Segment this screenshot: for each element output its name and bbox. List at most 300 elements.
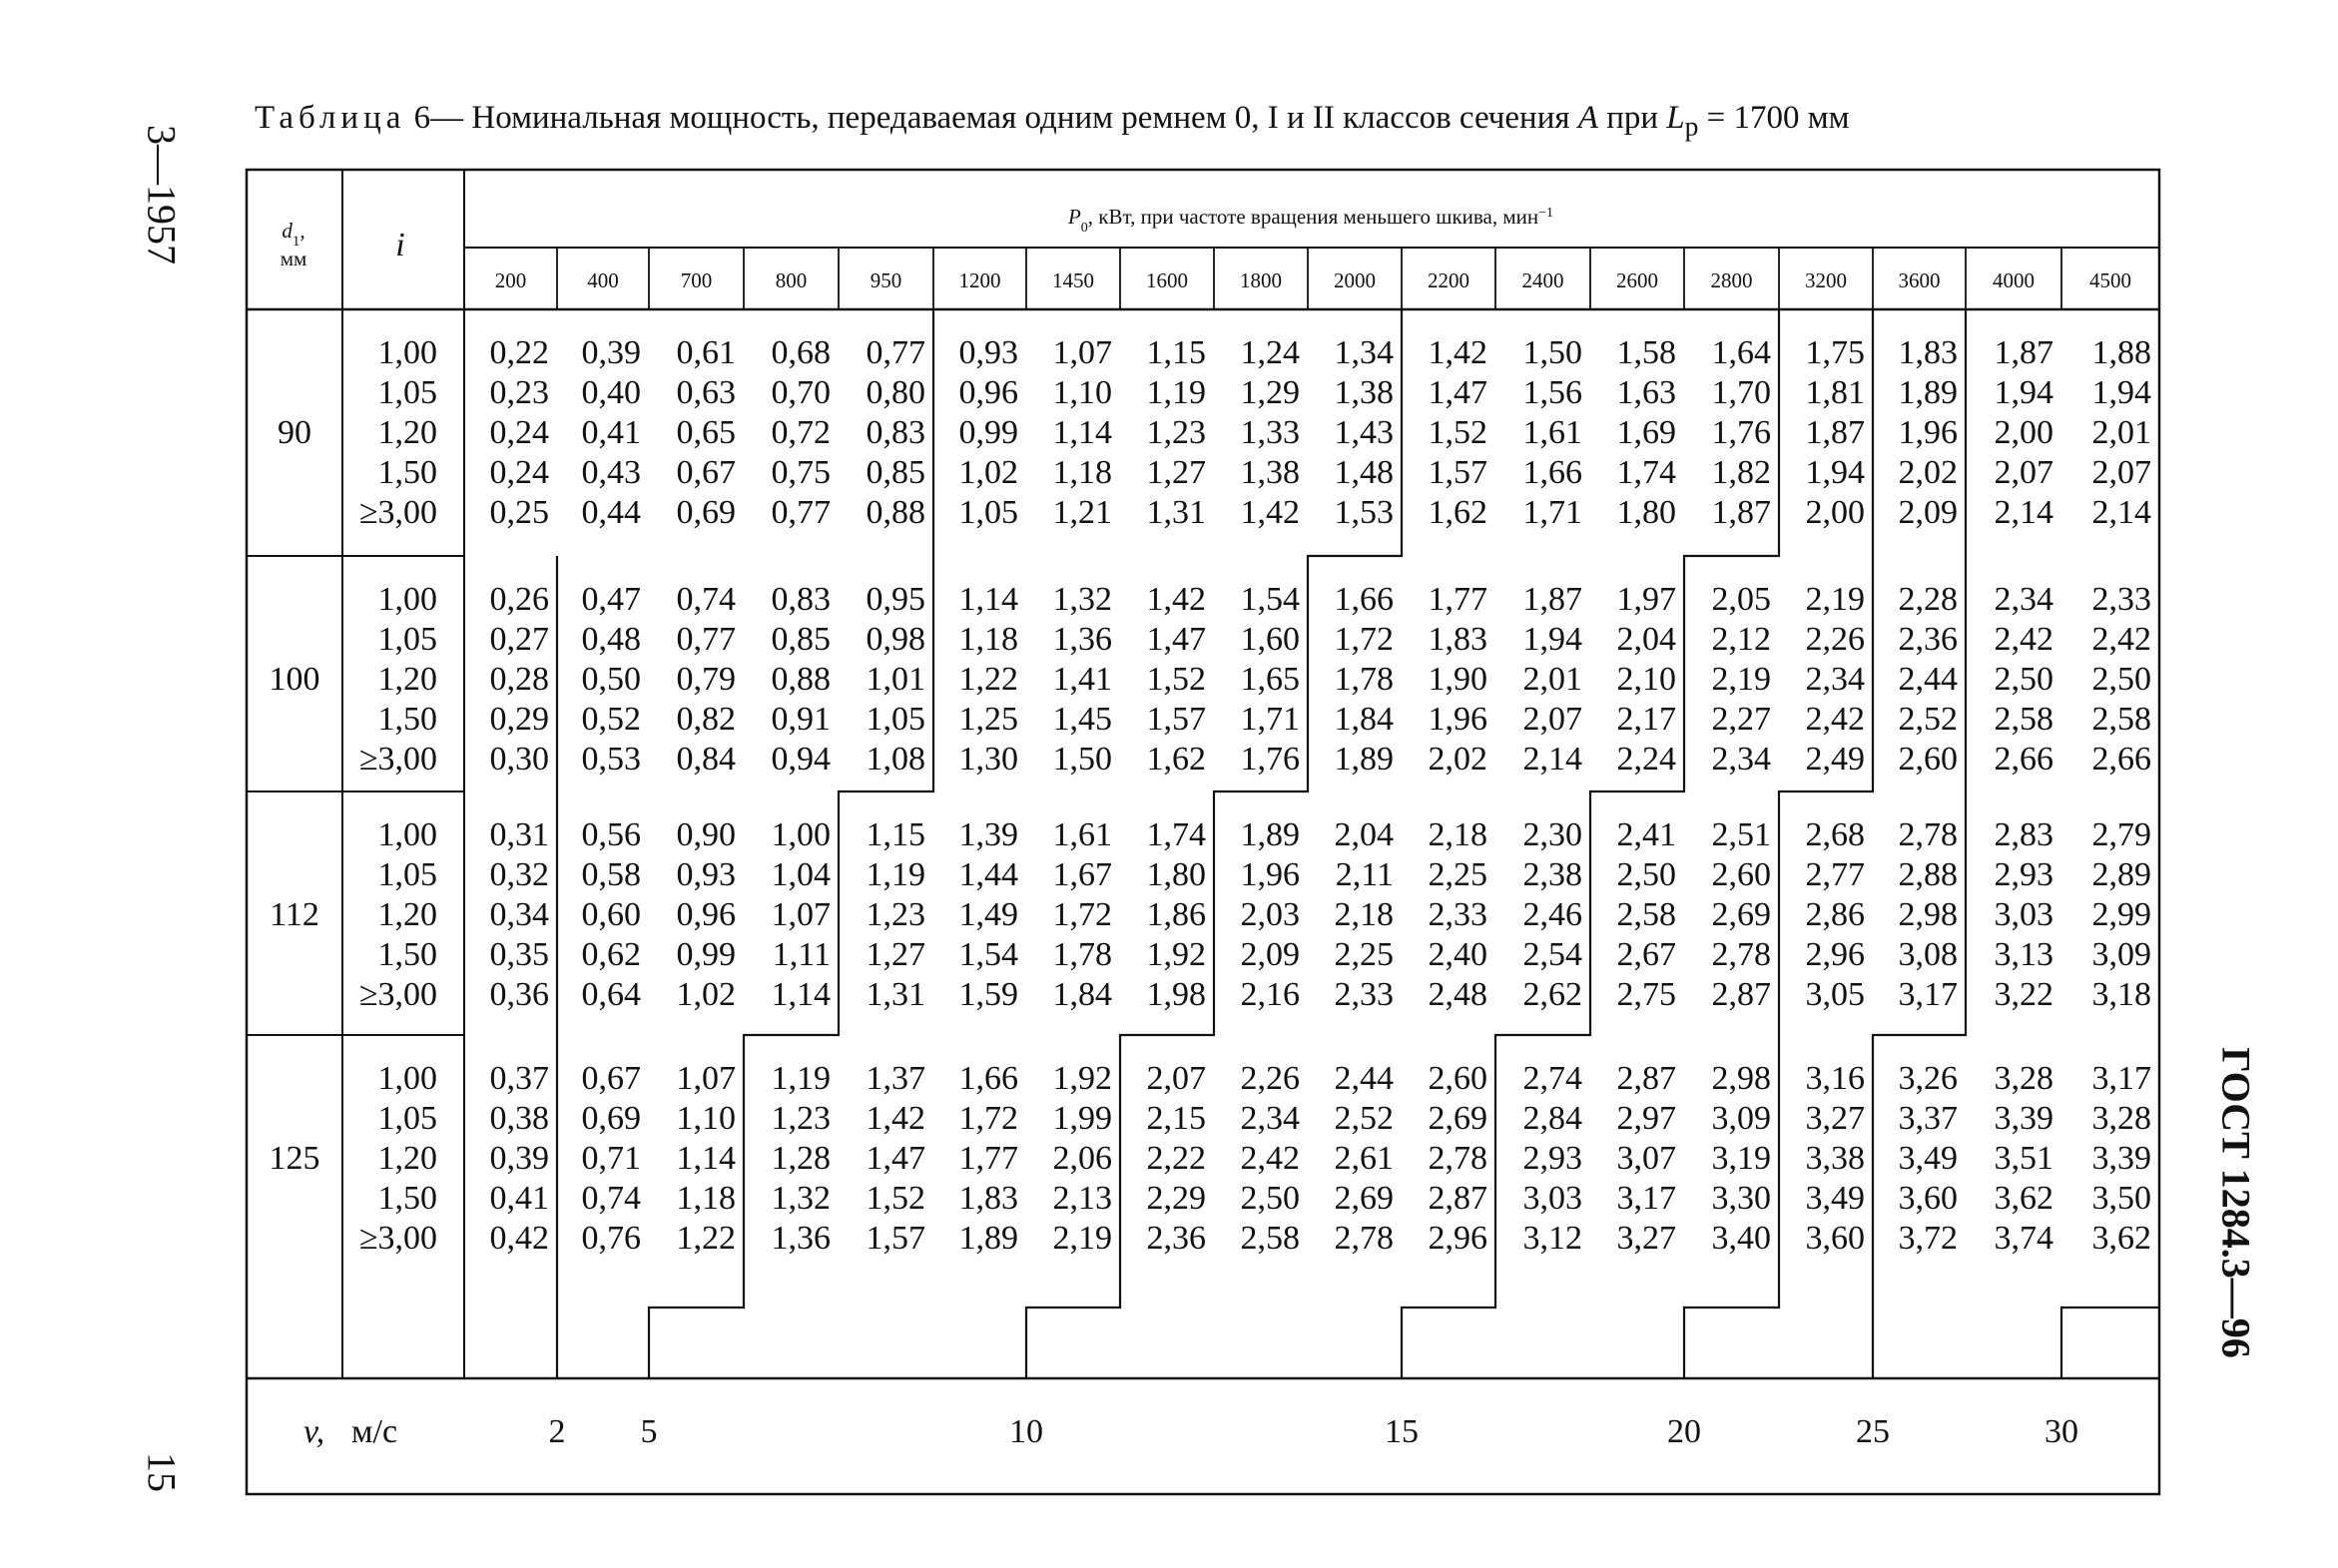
speed-header: 1450	[1052, 268, 1094, 292]
table-cell: 2,58	[1240, 1220, 1300, 1257]
table-cell: 1,38	[1240, 454, 1300, 491]
table-cell: 3,50	[2091, 1180, 2151, 1217]
table-cell: 1,57	[866, 1220, 925, 1257]
table-cell: 1,33	[1240, 414, 1300, 451]
ratio-value: 1,00	[377, 816, 437, 853]
table-cell: 0,83	[771, 581, 831, 618]
table-cell: 1,37	[866, 1060, 925, 1097]
table-cell: 1,74	[1616, 454, 1676, 491]
table-cell: 0,36	[489, 976, 549, 1013]
table-cell: 3,72	[1898, 1220, 1958, 1257]
table-cell: 1,42	[866, 1100, 925, 1137]
table-cell: 1,63	[1616, 374, 1676, 411]
table-cell: 2,18	[1428, 816, 1487, 853]
table-cell: 1,42	[1428, 334, 1487, 371]
table-cell: 2,87	[1428, 1180, 1487, 1217]
table-cell: 1,61	[1052, 816, 1112, 853]
ratio-value: 1,00	[377, 1060, 437, 1097]
table-cell: 2,41	[1616, 816, 1676, 853]
table-cell: 3,12	[1522, 1220, 1582, 1257]
table-cell: 3,17	[1616, 1180, 1676, 1217]
table-cell: 0,67	[581, 1060, 641, 1097]
table-cell: 1,66	[958, 1060, 1018, 1097]
table-cell: 2,78	[1898, 816, 1958, 853]
table-cell: 0,82	[676, 701, 736, 738]
table-cell: 2,26	[1240, 1060, 1300, 1097]
speed-header: 400	[587, 268, 619, 292]
table-cell: 1,50	[1522, 334, 1582, 371]
table-cell: 2,36	[1146, 1220, 1206, 1257]
table-cell: 1,52	[1146, 661, 1206, 698]
table-cell: 2,42	[2091, 621, 2151, 658]
table-cell: 0,85	[771, 621, 831, 658]
table-cell: 2,60	[1711, 856, 1771, 893]
table-cell: 1,66	[1334, 581, 1394, 618]
table-cell: 3,30	[1711, 1180, 1771, 1217]
table-cell: 1,92	[1146, 936, 1206, 973]
table-cell: 2,69	[1334, 1180, 1394, 1217]
velocity-tick: 5	[640, 1413, 658, 1450]
table-cell: 3,40	[1711, 1220, 1771, 1257]
table-cell: 2,74	[1522, 1060, 1582, 1097]
table-cell: 2,98	[1711, 1060, 1771, 1097]
table-cell: 0,37	[489, 1060, 549, 1097]
table-cell: 0,64	[581, 976, 641, 1013]
table-cell: 0,99	[676, 936, 736, 973]
table-cell: 1,78	[1334, 661, 1394, 698]
table-cell: 0,72	[771, 414, 831, 451]
table-cell: 3,22	[1994, 976, 2053, 1013]
table-cell: 1,18	[958, 621, 1018, 658]
table-cell: 3,39	[2091, 1140, 2151, 1177]
table-cell: 2,86	[1805, 896, 1865, 933]
table-cell: 1,87	[1711, 494, 1771, 531]
table-cell: 0,29	[489, 701, 549, 738]
table-cell: 1,49	[958, 896, 1018, 933]
table-cell: 0,32	[489, 856, 549, 893]
group-d112	[270, 816, 2151, 1013]
header-d1-unit: мм	[280, 247, 307, 270]
table-cell: 1,39	[958, 816, 1018, 853]
table-cell: 1,28	[771, 1140, 831, 1177]
table-cell: 1,52	[1428, 414, 1487, 451]
velocity-tick: 25	[1856, 1413, 1890, 1450]
table-cell: 0,69	[676, 494, 736, 531]
ratio-value: 1,00	[377, 334, 437, 371]
table-cell: 2,01	[1522, 661, 1582, 698]
table-cell: 1,90	[1428, 661, 1487, 698]
table-cell: 1,83	[1428, 621, 1487, 658]
ratio-value: 1,20	[377, 414, 437, 451]
table-cell: 2,88	[1898, 856, 1958, 893]
table-cell: 2,97	[1616, 1100, 1676, 1137]
table-cell: 1,44	[958, 856, 1018, 893]
table-cell: 0,23	[489, 374, 549, 411]
table-cell: 1,94	[1994, 374, 2053, 411]
header-power-subscript: 0	[1080, 220, 1088, 236]
table-cell: 2,48	[1428, 976, 1487, 1013]
table-cell: 1,23	[1146, 414, 1206, 451]
caption-mid: при	[1606, 100, 1659, 136]
ratio-value: 1,20	[377, 896, 437, 933]
table-cell: 3,28	[1994, 1060, 2053, 1097]
table-cell: 1,50	[1052, 741, 1112, 778]
table-cell: 1,67	[1052, 856, 1112, 893]
table-cell: 2,93	[1994, 856, 2053, 893]
table-cell: 1,88	[2091, 334, 2151, 371]
table-cell: 0,83	[866, 414, 925, 451]
table-cell: 1,72	[1052, 896, 1112, 933]
table-cell: 1,61	[1522, 414, 1582, 451]
table-cell: 2,33	[1334, 976, 1394, 1013]
table-cell: 2,78	[1428, 1140, 1487, 1177]
table-cell: 0,52	[581, 701, 641, 738]
table-cell: 0,68	[771, 334, 831, 371]
speed-header: 2800	[1710, 268, 1753, 292]
table-cell: 2,34	[1805, 661, 1865, 698]
velocity-tick: 15	[1385, 1413, 1419, 1450]
table-cell: 3,03	[1994, 896, 2053, 933]
table-cell: 0,84	[676, 741, 736, 778]
ratio-value: 1,20	[377, 1140, 437, 1177]
table-cell: 2,19	[1052, 1220, 1112, 1257]
table-cell: 3,09	[1711, 1100, 1771, 1137]
table-cell: 2,14	[2091, 494, 2151, 531]
ratio-value: ≥3,00	[358, 494, 437, 531]
table-cell: 1,53	[1334, 494, 1394, 531]
table-cell: 2,07	[1994, 454, 2053, 491]
table-cell: 2,30	[1522, 816, 1582, 853]
table-cell: 3,49	[1898, 1140, 1958, 1177]
ratio-value: 1,05	[377, 621, 437, 658]
table-cell: 1,64	[1711, 334, 1771, 371]
table-cell: 3,07	[1616, 1140, 1676, 1177]
table-cell: 2,27	[1711, 701, 1771, 738]
table-cell: 1,52	[866, 1180, 925, 1217]
table-cell: 1,24	[1240, 334, 1300, 371]
table-cell: 1,48	[1334, 454, 1394, 491]
table-cell: 3,60	[1805, 1220, 1865, 1257]
header-d1-sep: ,	[299, 219, 305, 243]
velocity-tick: 20	[1667, 1413, 1701, 1450]
table-cell: 2,83	[1994, 816, 2053, 853]
table-cell: 2,93	[1522, 1140, 1582, 1177]
table-cell: 1,10	[676, 1100, 736, 1137]
table-cell: 2,16	[1240, 976, 1300, 1013]
ratio-value: ≥3,00	[358, 1220, 437, 1257]
table-cell: 2,00	[1994, 414, 2053, 451]
table-cell: 1,47	[1428, 374, 1487, 411]
table-cell: 0,47	[581, 581, 641, 618]
table-cell: 1,54	[1240, 581, 1300, 618]
table-cell: 1,97	[1616, 581, 1676, 618]
speed-header: 200	[494, 268, 527, 292]
table-cell: 0,24	[489, 454, 549, 491]
table-cell: 3,03	[1522, 1180, 1582, 1217]
table-cell: 0,98	[866, 621, 925, 658]
table-cell: 1,41	[1052, 661, 1112, 698]
speed-header: 2600	[1616, 268, 1658, 292]
table-cell: 2,13	[1052, 1180, 1112, 1217]
table-cell: 2,96	[1805, 936, 1865, 973]
table-cell: 3,60	[1898, 1180, 1958, 1217]
page-number: 15	[139, 1452, 185, 1492]
table-cell: 1,30	[958, 741, 1018, 778]
speed-header: 3200	[1805, 268, 1847, 292]
table-cell: 1,81	[1805, 374, 1865, 411]
table-cell: 1,78	[1052, 936, 1112, 973]
table-cell: 0,91	[771, 701, 831, 738]
table-cell: 3,05	[1805, 976, 1865, 1013]
table-cell: 1,60	[1240, 621, 1300, 658]
table-cell: 3,74	[1994, 1220, 2053, 1257]
caption-number: 6	[413, 100, 431, 136]
table-cell: 3,16	[1805, 1060, 1865, 1097]
table-cell: 0,41	[489, 1180, 549, 1217]
table-cell: 2,33	[1428, 896, 1487, 933]
table-cell: 2,12	[1711, 621, 1771, 658]
table-cell: 1,43	[1334, 414, 1394, 451]
speed-header: 4000	[1993, 268, 2035, 292]
group-diameter: 125	[269, 1140, 320, 1177]
table-cell: 0,28	[489, 661, 549, 698]
table-cell: 1,14	[676, 1140, 736, 1177]
table-cell: 1,71	[1240, 701, 1300, 738]
table-cell: 1,80	[1616, 494, 1676, 531]
table-cell: 1,19	[1146, 374, 1206, 411]
table-cell: 2,34	[1994, 581, 2053, 618]
table-cell: 2,19	[1805, 581, 1865, 618]
table-cell: 1,94	[1805, 454, 1865, 491]
table-cell: 0,93	[958, 334, 1018, 371]
table-cell: 0,63	[676, 374, 736, 411]
table-cell: 2,67	[1616, 936, 1676, 973]
speed-header: 3600	[1898, 268, 1941, 292]
table-cell: 0,95	[866, 581, 925, 618]
table-cell: 1,62	[1428, 494, 1487, 531]
table-cell: 1,08	[866, 741, 925, 778]
table-cell: 2,78	[1711, 936, 1771, 973]
table-cell: 0,65	[676, 414, 736, 451]
caption-text: — Номинальная мощность, передаваемая одним ремнем 0, I и II классов сечения	[430, 100, 1570, 136]
table-cell: 2,24	[1616, 741, 1676, 778]
table-cell: 3,09	[2091, 936, 2151, 973]
table-cell: 2,58	[1994, 701, 2053, 738]
table-cell: 1,87	[1805, 414, 1865, 451]
table-cell: 2,62	[1522, 976, 1582, 1013]
table-cell: 1,23	[866, 896, 925, 933]
table-cell: 0,44	[581, 494, 641, 531]
table-cell: 1,75	[1805, 334, 1865, 371]
table-cell: 1,70	[1711, 374, 1771, 411]
table-cell: 1,89	[958, 1220, 1018, 1257]
table-cell: 2,58	[2091, 701, 2151, 738]
table-cell: 1,32	[771, 1180, 831, 1217]
velocity-tick: 2	[548, 1413, 566, 1450]
table-cell: 2,77	[1805, 856, 1865, 893]
table-cell: 0,69	[581, 1100, 641, 1137]
table-cell: 1,36	[1052, 621, 1112, 658]
table-cell: 2,44	[1898, 661, 1958, 698]
table-cell: 0,77	[771, 494, 831, 531]
table-cell: 1,07	[676, 1060, 736, 1097]
table-cell: 2,25	[1334, 936, 1394, 973]
table-cell: 2,07	[1522, 701, 1582, 738]
table-cell: 0,85	[866, 454, 925, 491]
table-cell: 2,19	[1711, 661, 1771, 698]
table-cell: 1,36	[771, 1220, 831, 1257]
table-cell: 2,40	[1428, 936, 1487, 973]
table-cell: 2,07	[1146, 1060, 1206, 1097]
table-cell: 1,92	[1052, 1060, 1112, 1097]
table-cell: 1,14	[1052, 414, 1112, 451]
table-cell: 0,56	[581, 816, 641, 853]
table-cell: 0,39	[489, 1140, 549, 1177]
velocity-label: v,	[303, 1413, 325, 1450]
table-cell: 0,77	[866, 334, 925, 371]
table-cell: 3,62	[2091, 1220, 2151, 1257]
table-cell: 1,21	[1052, 494, 1112, 531]
table-cell: 2,98	[1898, 896, 1958, 933]
header-d1	[282, 219, 304, 250]
table-cell: 1,87	[1994, 334, 2053, 371]
ratio-value: 1,50	[377, 454, 437, 491]
group-diameter: 90	[278, 414, 311, 451]
table-cell: 2,87	[1711, 976, 1771, 1013]
table-cell: 2,42	[1805, 701, 1865, 738]
table-cell: 2,66	[2091, 741, 2151, 778]
table-cell: 2,36	[1898, 621, 1958, 658]
table-cell: 2,66	[1994, 741, 2053, 778]
table-cell: 1,45	[1052, 701, 1112, 738]
table-cell: 3,51	[1994, 1140, 2053, 1177]
table-cell: 0,53	[581, 741, 641, 778]
standard-code: ГОСТ 1284.3—96	[2213, 1047, 2259, 1358]
table-cell: 2,14	[1522, 741, 1582, 778]
table-cell: 1,07	[771, 896, 831, 933]
table-cell: 2,44	[1334, 1060, 1394, 1097]
table-cell: 2,29	[1146, 1180, 1206, 1217]
table-cell: 1,54	[958, 936, 1018, 973]
header-d1-symbol: d	[282, 219, 292, 243]
table-cell: 2,60	[1428, 1060, 1487, 1097]
table-cell: 0,74	[676, 581, 736, 618]
table-cell: 2,25	[1428, 856, 1487, 893]
table-cell: 3,26	[1898, 1060, 1958, 1097]
caption-label: Таблица	[255, 100, 406, 136]
table-cell: 2,26	[1805, 621, 1865, 658]
table-cell: 2,46	[1522, 896, 1582, 933]
table-cell: 1,02	[676, 976, 736, 1013]
table-cell: 0,96	[958, 374, 1018, 411]
table-cell: 1,89	[1898, 374, 1958, 411]
table-cell: 0,61	[676, 334, 736, 371]
speed-header: 800	[775, 268, 808, 292]
table-cell: 1,47	[866, 1140, 925, 1177]
table-cell: 2,01	[2091, 414, 2151, 451]
header-power-text: , кВт, при частоте вращения меньшего шкива, мин	[1087, 205, 1539, 229]
table-cell: 2,61	[1334, 1140, 1394, 1177]
table-cell: 1,58	[1616, 334, 1676, 371]
ratio-value: 1,00	[377, 581, 437, 618]
table-cell: 2,50	[1616, 856, 1676, 893]
table-cell: 0,42	[489, 1220, 549, 1257]
table-cell: 2,05	[1711, 581, 1771, 618]
table-cell: 0,22	[489, 334, 549, 371]
table-cell: 3,27	[1805, 1100, 1865, 1137]
group-diameter: 100	[269, 661, 320, 698]
table-cell: 2,42	[1994, 621, 2053, 658]
table-cell: 1,23	[771, 1100, 831, 1137]
table-cell: 2,33	[2091, 581, 2151, 618]
table-cell: 1,77	[1428, 581, 1487, 618]
caption-length-value: = 1700 мм	[1706, 100, 1850, 136]
table-cell: 0,26	[489, 581, 549, 618]
table-cell: 2,14	[1994, 494, 2053, 531]
table-cell: 0,77	[676, 621, 736, 658]
table-cell: 1,72	[1334, 621, 1394, 658]
table-cell: 1,66	[1522, 454, 1582, 491]
table-cell: 2,00	[1805, 494, 1865, 531]
table-cell: 2,60	[1898, 741, 1958, 778]
table-cell: 0,94	[771, 741, 831, 778]
table-cell: 1,15	[866, 816, 925, 853]
table-cell: 0,39	[581, 334, 641, 371]
table-cell: 0,71	[581, 1140, 641, 1177]
table-cell: 1,32	[1052, 581, 1112, 618]
table-cell: 2,09	[1898, 494, 1958, 531]
table-cell: 2,50	[2091, 661, 2151, 698]
table-cell: 0,67	[676, 454, 736, 491]
table-cell: 0,48	[581, 621, 641, 658]
header-d1-subscript: 1	[292, 234, 300, 250]
table-cell: 2,07	[2091, 454, 2151, 491]
table-cell: 3,27	[1616, 1220, 1676, 1257]
speed-header: 2000	[1334, 268, 1376, 292]
table-cell: 3,17	[1898, 976, 1958, 1013]
table-cell: 0,40	[581, 374, 641, 411]
speed-header: 4500	[2089, 268, 2131, 292]
table-cell: 1,80	[1146, 856, 1206, 893]
table-cell: 1,05	[958, 494, 1018, 531]
table-cell: 1,18	[676, 1180, 736, 1217]
boundary-30	[2061, 1307, 2159, 1378]
table-cell: 1,94	[1522, 621, 1582, 658]
table-cell: 0,90	[676, 816, 736, 853]
table-cell: 2,99	[2091, 896, 2151, 933]
table-cell: 3,39	[1994, 1100, 2053, 1137]
table-cell: 1,86	[1146, 896, 1206, 933]
table-cell: 1,05	[866, 701, 925, 738]
table-cell: 2,42	[1240, 1140, 1300, 1177]
group-diameter: 112	[270, 896, 319, 933]
table-cell: 3,38	[1805, 1140, 1865, 1177]
table-cell: 1,27	[1146, 454, 1206, 491]
table-cell: 0,27	[489, 621, 549, 658]
table-cell: 0,93	[676, 856, 736, 893]
table-cell: 3,62	[1994, 1180, 2053, 1217]
caption-length-symbol: L	[1666, 100, 1685, 136]
table-cell: 0,43	[581, 454, 641, 491]
ratio-value: 1,05	[377, 1100, 437, 1137]
table-cell: 1,57	[1146, 701, 1206, 738]
velocity-tick: 30	[2045, 1413, 2078, 1450]
table-cell: 0,88	[771, 661, 831, 698]
velocity-tick: 10	[1009, 1413, 1043, 1450]
table-cell: 1,87	[1522, 581, 1582, 618]
ratio-value: 1,20	[377, 661, 437, 698]
table-cell: 2,50	[1994, 661, 2053, 698]
